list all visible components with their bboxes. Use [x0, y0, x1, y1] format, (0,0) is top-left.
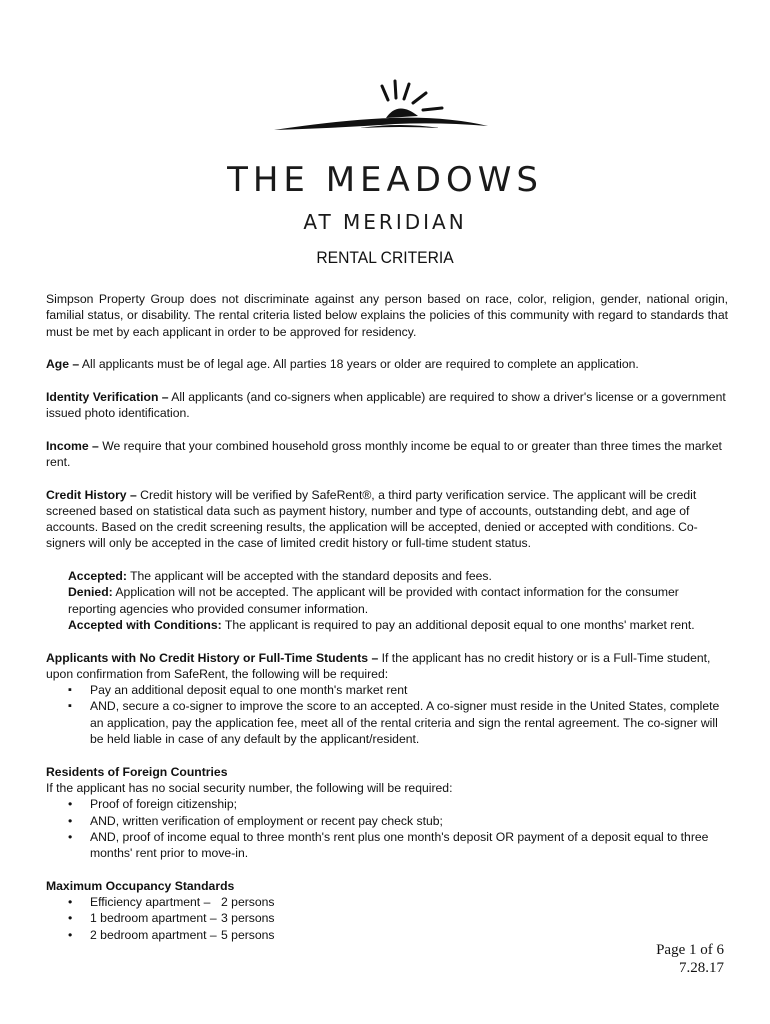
apartment-persons: 5 persons: [221, 927, 275, 942]
age-text: All applicants must be of legal age. All parties 18 years or older are required to complete an application.: [79, 357, 639, 372]
age-section: [46, 356, 728, 372]
apartment-type: Efficiency apartment –: [90, 894, 211, 909]
list-item: • AND, written verification of employment or recent pay check stub;: [46, 813, 728, 829]
outcome-label: Denied:: [68, 585, 113, 600]
outcome-accepted-conditions: [68, 617, 728, 633]
no-credit-section: [46, 650, 728, 683]
no-credit-label: Applicants with No Credit History or Full-Time Students –: [46, 650, 379, 665]
outcome-text: Application will not be accepted. The applicant will be provided with contact information for the consumer reporting agencies who provided consumer information.: [68, 585, 679, 616]
no-credit-list: [46, 682, 728, 747]
document-title: RENTAL CRITERIA: [316, 248, 454, 267]
outcome-label: Accepted:: [68, 569, 127, 584]
meadows-sun-logo: [270, 78, 492, 138]
identity-label: Identity Verification –: [46, 389, 169, 404]
outcome-label: Accepted with Conditions:: [68, 617, 222, 632]
age-label: Age –: [46, 357, 80, 372]
credit-label: Credit History –: [46, 487, 137, 502]
outcome-text: The applicant will be accepted with the standard deposits and fees.: [126, 569, 492, 584]
income-section: [46, 438, 728, 471]
credit-outcomes: [46, 568, 728, 633]
list-item: • Proof of foreign citizenship;: [46, 796, 728, 812]
list-item: [46, 910, 728, 926]
credit-text: Credit history will be verified by SafeRent®, a third party verification service. The applicant will be credit screened based on statistical data such as payment history, number and type of accounts, outstanding debt, and age of accounts. Based on the credit screening results, the application will be accepted, denied or accepted with conditions. Co-signers will only be accepted in the case of limited credit history or full-time student status.: [46, 487, 698, 551]
document-body: [46, 291, 728, 943]
income-text: We require that your combined household gross monthly income be equal to or greater than three times the market rent.: [46, 438, 722, 469]
page-number: Page 1 of 6: [656, 942, 724, 958]
identity-text: All applicants (and co-signers when applicable) are required to show a driver's license or a government issued photo identification.: [46, 389, 726, 421]
foreign-heading: Residents of Foreign Countries: [46, 764, 228, 779]
apartment-type: 1 bedroom apartment –: [90, 911, 217, 926]
identity-section: [46, 389, 728, 422]
apartment-persons: 3 persons: [221, 911, 275, 926]
foreign-section: [46, 764, 728, 797]
list-item: [46, 894, 728, 910]
outcome-accepted: [68, 568, 728, 584]
list-item: ▪ AND, secure a co-signer to improve the score to an accepted. A co-signer must reside in the United States, complete an application, pay the application fee, meet all of the rental criteria and sign the rental agreement. The co-signer will be held liable in case of any default by the applicant/resident.: [46, 698, 728, 747]
credit-section: [46, 487, 728, 552]
outcome-text: The applicant is required to pay an additional deposit equal to one months' market rent.: [221, 617, 695, 632]
no-credit-text: If the applicant has no credit history or is a Full-Time student, upon confirmation from SafeRent, the following will be required:: [46, 650, 711, 681]
list-item: [46, 927, 728, 943]
intro-paragraph: Simpson Property Group does not discriminate against any person based on race, color, religion, gender, national origin, familial status, or disability. The rental criteria listed below explains the policies of this community with regard to standards that must be met by each applicant in order to be approved for residency.: [46, 292, 728, 339]
foreign-text: If the applicant has no social security number, the following will be required:: [46, 780, 453, 795]
outcome-denied: [68, 584, 728, 617]
revision-date: 7.28.17: [679, 960, 724, 976]
occupancy-list: [46, 894, 728, 943]
apartment-persons: 2 persons: [221, 894, 275, 909]
occupancy-section: [46, 878, 728, 894]
income-label: Income –: [46, 438, 99, 453]
occupancy-heading: Maximum Occupancy Standards: [46, 878, 235, 893]
brand-subtitle: AT MERIDIAN: [303, 210, 467, 234]
foreign-list: [46, 796, 728, 861]
page-footer: [656, 941, 724, 977]
brand-title: THE MEADOWS: [227, 160, 543, 200]
list-item: ▪ Pay an additional deposit equal to one month's market rent: [46, 682, 728, 698]
apartment-type: 2 bedroom apartment –: [90, 927, 217, 942]
list-item: • AND, proof of income equal to three month's rent plus one month's deposit OR payment of a deposit equal to three months' rent prior to move-in.: [46, 829, 728, 862]
